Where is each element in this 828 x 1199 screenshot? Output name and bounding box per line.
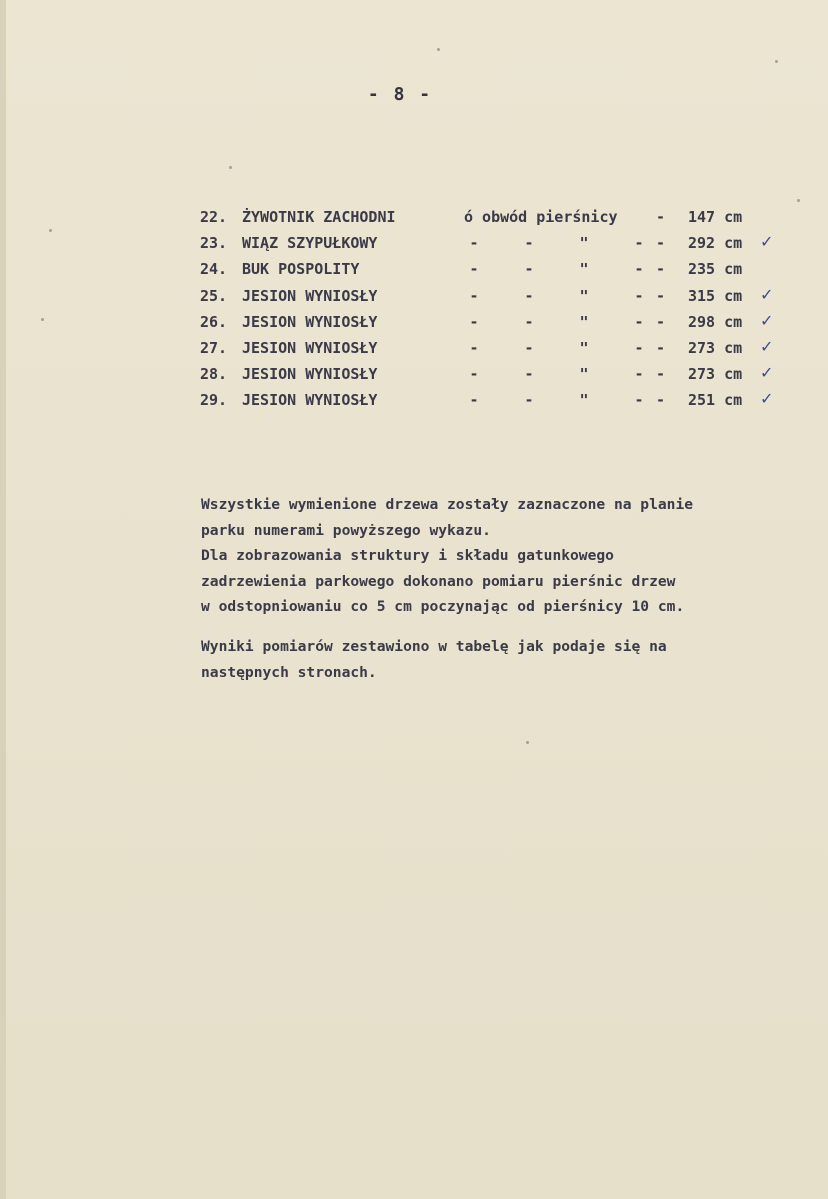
body-text xyxy=(201,492,801,685)
ditto-mark: - xyxy=(634,286,644,305)
ditto-mark: " xyxy=(579,338,589,357)
ditto-mark: - xyxy=(524,234,534,253)
value-dash: - xyxy=(656,338,666,357)
tree-row xyxy=(200,336,800,365)
text-line: w odstopniowaniu co 5 cm poczynając od pierśnicy 10 cm. xyxy=(201,598,685,616)
ditto-mark: - xyxy=(469,312,479,331)
value-dash: - xyxy=(656,208,666,226)
tree-species: BUK POSPOLITY xyxy=(242,260,360,279)
ditto-mark: " xyxy=(579,391,589,410)
tree-row xyxy=(200,260,800,286)
ditto-mark: - xyxy=(469,286,479,305)
tree-number: 27. xyxy=(200,338,228,357)
ditto-mark: - xyxy=(634,391,644,410)
ditto-mark: - xyxy=(469,234,479,253)
circumference-value: 235 cm xyxy=(688,260,743,279)
ditto-mark: " xyxy=(579,286,589,305)
tree-number: 23. xyxy=(200,234,228,253)
text-line: zadrzewienia parkowego dokonano pomiaru pierśnic drzew xyxy=(201,572,676,590)
ditto-mark: - xyxy=(524,286,534,305)
circumference-value: 273 cm xyxy=(688,338,743,357)
check-mark: ✓ xyxy=(760,232,774,252)
text-line: Wszystkie wymienione drzewa zostały zaznaczone na planie xyxy=(201,496,694,513)
value-dash: - xyxy=(656,391,666,410)
check-mark: ✓ xyxy=(760,389,774,409)
circumference-value: 251 cm xyxy=(688,391,743,410)
ditto-mark: - xyxy=(469,365,479,384)
circumference-value: 147 cm xyxy=(688,208,743,226)
text-line: Wyniki pomiarów zestawiono w tabelę jak podaje się na xyxy=(201,637,667,655)
ditto-mark: - xyxy=(469,391,479,410)
ditto-marks xyxy=(464,313,649,331)
ditto-mark: - xyxy=(524,312,534,331)
tree-number: 28. xyxy=(200,365,228,384)
value-dash: - xyxy=(656,365,666,384)
ditto-mark: " xyxy=(579,365,589,384)
paper-speck xyxy=(775,60,778,63)
circumference-value: 273 cm xyxy=(688,365,743,384)
measure-label: ó obwód pierśnicy xyxy=(464,208,618,226)
ditto-marks xyxy=(464,260,649,278)
ditto-mark: - xyxy=(634,234,644,253)
paper-speck xyxy=(229,166,232,169)
circumference-value: 315 cm xyxy=(688,286,743,305)
check-mark: ✓ xyxy=(760,363,774,383)
paragraph-2 xyxy=(201,634,801,685)
text-line: parku numerami powyższego wykazu. xyxy=(201,521,491,539)
tree-species: JESION WYNIOSŁY xyxy=(242,391,378,410)
ditto-mark: - xyxy=(634,312,644,331)
value-dash: - xyxy=(656,260,666,279)
value-dash: - xyxy=(656,286,666,305)
circumference-value: 298 cm xyxy=(688,312,743,331)
paragraph-1 xyxy=(201,492,801,620)
value-dash: - xyxy=(656,312,666,331)
circumference-value: 292 cm xyxy=(688,234,743,253)
tree-number: 22. xyxy=(200,208,228,226)
ditto-marks xyxy=(464,234,649,252)
ditto-marks xyxy=(464,391,649,409)
check-mark: ✓ xyxy=(760,336,774,356)
page-number: - 8 - xyxy=(367,84,433,105)
ditto-marks xyxy=(464,365,649,383)
ditto-marks xyxy=(464,339,649,357)
tree-species: JESION WYNIOSŁY xyxy=(242,286,378,305)
tree-number: 24. xyxy=(200,260,228,279)
ditto-mark: " xyxy=(579,312,589,331)
ditto-mark: - xyxy=(469,260,479,279)
ditto-mark: " xyxy=(579,260,589,279)
ditto-mark: - xyxy=(524,365,534,384)
tree-number: 26. xyxy=(200,312,228,331)
tree-row xyxy=(200,310,800,339)
ditto-mark: " xyxy=(579,234,589,253)
paper-speck xyxy=(797,199,800,202)
tree-number: 25. xyxy=(200,286,228,305)
paper-speck xyxy=(437,48,440,51)
ditto-mark: - xyxy=(524,391,534,410)
ditto-mark: - xyxy=(634,365,644,384)
ditto-mark: - xyxy=(634,260,644,279)
check-mark: ✓ xyxy=(760,284,774,304)
tree-list xyxy=(200,208,800,418)
tree-species: JESION WYNIOSŁY xyxy=(242,312,378,331)
tree-row xyxy=(200,284,800,313)
tree-number: 29. xyxy=(200,391,228,410)
tree-species: JESION WYNIOSŁY xyxy=(242,365,378,384)
tree-species: WIĄZ SZYPUŁKOWY xyxy=(242,234,378,253)
value-dash: - xyxy=(656,234,666,253)
ditto-mark: - xyxy=(469,338,479,357)
paragraph-gap xyxy=(201,620,801,634)
ditto-mark: - xyxy=(634,338,644,357)
page-edge xyxy=(0,0,6,1199)
text-line: następnych stronach. xyxy=(201,663,377,681)
tree-row xyxy=(200,391,800,417)
tree-species: ŻYWOTNIK ZACHODNI xyxy=(242,208,396,226)
text-line: Dla zobrazowania struktury i składu gatunkowego xyxy=(201,547,614,565)
ditto-mark: - xyxy=(524,338,534,357)
tree-row xyxy=(200,208,800,234)
tree-species: JESION WYNIOSŁY xyxy=(242,338,378,357)
check-mark: ✓ xyxy=(760,310,774,330)
tree-row xyxy=(200,234,800,260)
tree-row xyxy=(200,365,800,391)
ditto-mark: - xyxy=(524,260,534,279)
paper-speck xyxy=(526,741,529,744)
paper-speck xyxy=(41,318,44,321)
paper-speck xyxy=(49,229,52,232)
ditto-marks xyxy=(464,287,649,305)
